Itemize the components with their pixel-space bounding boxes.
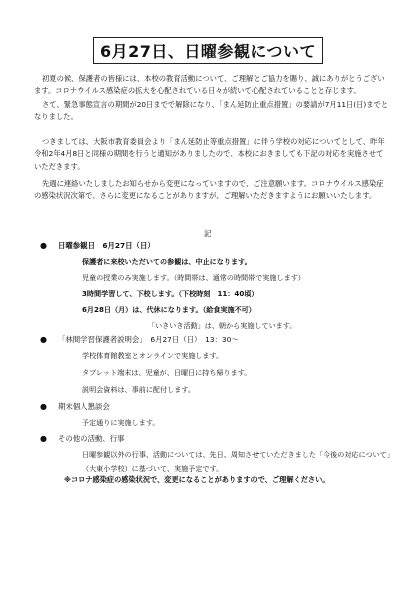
section-line: 3時間学習して、下校します。（下校時刻 11：40頃） (82, 289, 259, 298)
section-line: 6月28日（月）は、代休になります。（給食実施不可） (82, 305, 256, 314)
intro-paragraph-2 (34, 99, 390, 124)
section-line: 「いきいき活動」は、朝から実施しています。 (148, 321, 297, 330)
bullet-icon: ● (40, 402, 47, 411)
intro-paragraph-1 (34, 73, 390, 98)
section-heading: 日曜参観日 6月27日（日） (58, 241, 155, 250)
intro-text-4: 先週に連絡いたしましたお知らせから変更になっていますので、ご注意願います。コロナウイルス感染症の感染状況次第で、さらに変更になることがありますが、ご理解いただきますようにお願いいたします。 (34, 179, 384, 201)
section-line: 予定通りに実施します。 (82, 418, 160, 427)
intro-text-3: つきましては、大阪市教育委員会より「まん延防止等重点措置」に伴う学校の対応についてとして、昨年令和2年4月8日と同様の期間を行うと通知がありましたので、本校におきましても下記の対応を実施させていただきます。 (34, 137, 385, 171)
section-rinkan-briefing (40, 334, 239, 346)
section-heading: 「林間学習保護者説明会」 6月27日（日） 13：30～ (58, 335, 239, 344)
title-box (93, 37, 323, 64)
intro-paragraph-3 (34, 136, 390, 173)
intro-text-2: さて、緊急事態宣言の期間が20日までで解除になり、「まん延防止重点措置」の要請が7月11日(日)までとなりました。 (34, 100, 389, 122)
section-other-events (40, 433, 125, 445)
intro-paragraph-4 (34, 178, 390, 203)
page-title: 6月27日、日曜参観について (99, 42, 317, 61)
section-sunday-observation (40, 240, 155, 252)
footer-note: ※コロナ感染症の感染状況で、変更になることがありますので、ご理解ください。 (64, 475, 330, 484)
intro-text-1: 初夏の候、保護者の皆様には、本校の教育活動について、ご理解とご協力を賜り、誠にありがとうございます。コロナウイルス感染症の拡大を心配されている日々が続いて心配されていることと存じます。 (34, 74, 385, 96)
bullet-icon: ● (40, 335, 47, 344)
section-heading: その他の活動、行事 (58, 434, 125, 443)
bullet-icon: ● (40, 434, 47, 443)
section-line: 説明会資料は、事前に配付します。 (82, 385, 195, 394)
section-line: タブレット端末は、児童が、日曜日に持ち帰ります。 (82, 368, 252, 377)
section-line: 児童の授業のみ実施します。（時間帯は、通常の時間帯で実施します） (82, 273, 305, 282)
bullet-icon: ● (40, 241, 47, 250)
section-heading: 期末個人懇談会 (58, 402, 110, 411)
section-line: 学校体育館教室とオンラインで実施します。 (82, 351, 224, 360)
ki-heading: 記 (204, 229, 212, 238)
section-individual-meetings (40, 401, 110, 413)
section-line: 日曜参観以外の行事、活動については、先日、周知させていただきました「今後の対応について」（大東小学校）に基づいて、実施予定です。 (82, 450, 394, 473)
section-line: 保護者に来校いただいての参観は、中止になります。 (82, 257, 252, 266)
